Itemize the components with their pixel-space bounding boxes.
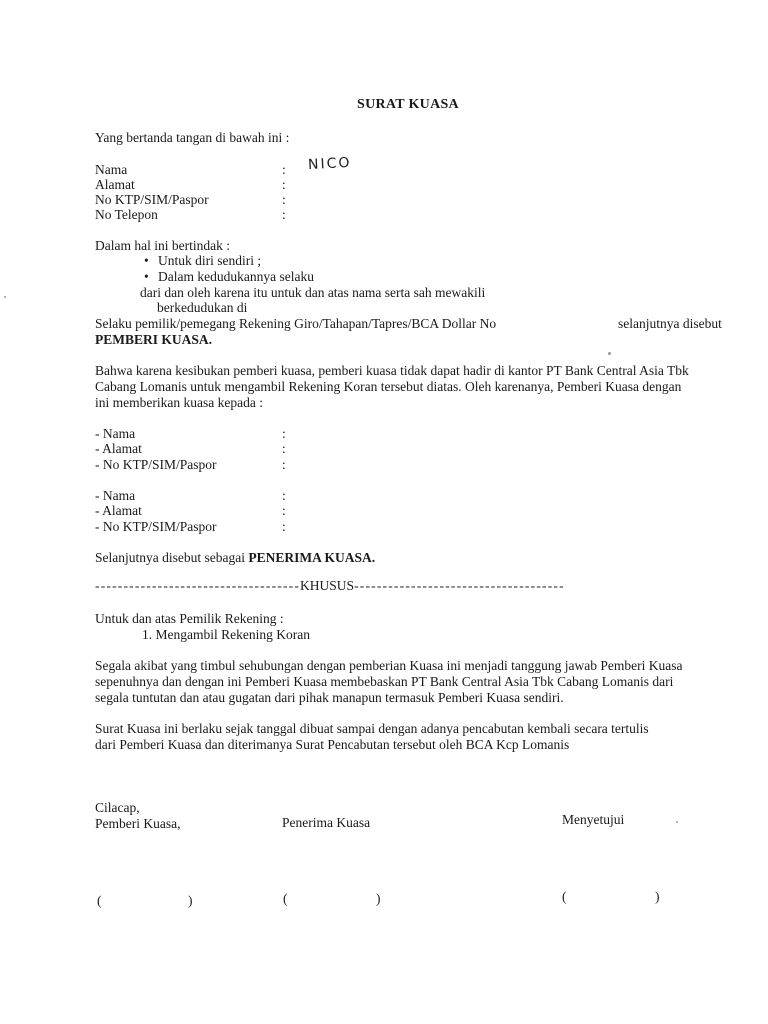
signature-bracket-open: ( [97, 893, 102, 908]
acting-option-label: Untuk diri sendiri ; [158, 253, 262, 268]
bullet-icon: • [144, 269, 149, 284]
colon: : [282, 441, 286, 456]
scan-speck [608, 352, 611, 355]
signature-grantor-label: Pemberi Kuasa, [95, 816, 181, 831]
scan-speck [4, 296, 6, 298]
colon: : [282, 177, 286, 192]
account-suffix: selanjutnya disebut [618, 316, 722, 331]
grantee2-name-label: - Nama [95, 488, 136, 503]
acting-domicile: berkedudukan di [157, 300, 248, 315]
validity-line-1: Surat Kuasa ini berlaku sejak tanggal dibuat sampai dengan adanya pencabutan kembali secara tertulis [95, 721, 649, 736]
reason-line-1: Bahwa karena kesibukan pemberi kuasa, pemberi kuasa tidak dapat hadir di kantor PT Bank Central Asia Tbk [95, 363, 689, 378]
grantee2-id-label: - No KTP/SIM/Paspor [95, 519, 217, 534]
colon: : [282, 207, 286, 222]
colon: : [282, 519, 286, 534]
special-heading: Untuk dan atas Pemilik Rekening : [95, 611, 284, 626]
colon: : [282, 457, 286, 472]
account-line: Selaku pemilik/pemegang Rekening Giro/Tahapan/Tapres/BCA Dollar No [95, 316, 497, 331]
colon: : [282, 192, 286, 207]
divider-dashes-right: ------------------------------------- [354, 578, 565, 593]
document-title: SURAT KUASA [357, 97, 459, 112]
intro-text: Yang bertanda tangan di bawah ini : [95, 130, 290, 145]
grantee-designation-bold: PENERIMA KUASA. [248, 550, 376, 565]
grantor-name-label: Nama [95, 162, 128, 177]
liability-line-3: segala tuntutan dan atau gugatan dari pihak manapun termasuk Pemberi Kuasa sendiri. [95, 690, 564, 705]
signature-bracket-close: ) [376, 891, 381, 906]
colon: : [282, 503, 286, 518]
signature-grantee-label: Penerima Kuasa [282, 815, 371, 830]
signature-bracket-open: ( [283, 891, 288, 906]
acting-continuation: dari dan oleh karena itu untuk dan atas nama serta sah mewakili [140, 285, 486, 300]
grantor-id-label: No KTP/SIM/Paspor [95, 192, 209, 207]
special-divider [95, 578, 565, 594]
colon: : [282, 488, 286, 503]
acting-option-capacity [144, 269, 314, 285]
grantee1-name-label: - Nama [95, 426, 136, 441]
reason-line-3: ini memberikan kuasa kepada : [95, 395, 263, 410]
colon: : [282, 426, 286, 441]
scan-speck [676, 821, 678, 823]
liability-line-2: sepenuhnya dan dengan ini Pemberi Kuasa membebaskan PT Bank Central Asia Tbk Cabang Lomanis dari [95, 674, 674, 689]
divider-dashes-left: ------------------------------------ [95, 578, 301, 593]
validity-line-2: dari Pemberi Kuasa dan diterimanya Surat Pencabutan tersebut oleh BCA Kcp Lomanis [95, 737, 570, 752]
grantee1-address-label: - Alamat [95, 441, 142, 456]
special-label: KHUSUS [300, 578, 355, 593]
acting-option-self [144, 253, 261, 269]
acting-heading: Dalam hal ini bertindak : [95, 238, 230, 253]
signature-bracket-close: ) [655, 889, 660, 904]
colon: : [282, 162, 286, 177]
signature-place: Cilacap, [95, 800, 140, 815]
liability-line-1: Segala akibat yang timbul sehubungan dengan pemberian Kuasa ini menjadi tanggung jawab Pemberi Kuasa [95, 658, 683, 673]
grantor-name-value: NICO [307, 154, 352, 174]
signature-bracket-open: ( [562, 889, 567, 904]
reason-line-2: Cabang Lomanis untuk mengambil Rekening Koran tersebut diatas. Oleh karenanya, Pemberi Kuasa dengan [95, 379, 682, 394]
grantee1-id-label: - No KTP/SIM/Paspor [95, 457, 217, 472]
bullet-icon: • [144, 253, 149, 268]
grantor-designation: PEMBERI KUASA. [95, 332, 213, 347]
signature-approver-label: Menyetujui [562, 812, 625, 827]
signature-bracket-close: ) [188, 893, 193, 908]
grantee-designation [95, 550, 375, 566]
grantor-address-label: Alamat [95, 177, 135, 192]
grantor-phone-label: No Telepon [95, 207, 158, 222]
acting-option-label: Dalam kedudukannya selaku [158, 269, 314, 284]
special-item: 1. Mengambil Rekening Koran [142, 627, 310, 642]
grantee2-address-label: - Alamat [95, 503, 142, 518]
grantee-designation-prefix: Selanjutnya disebut sebagai [95, 550, 249, 565]
